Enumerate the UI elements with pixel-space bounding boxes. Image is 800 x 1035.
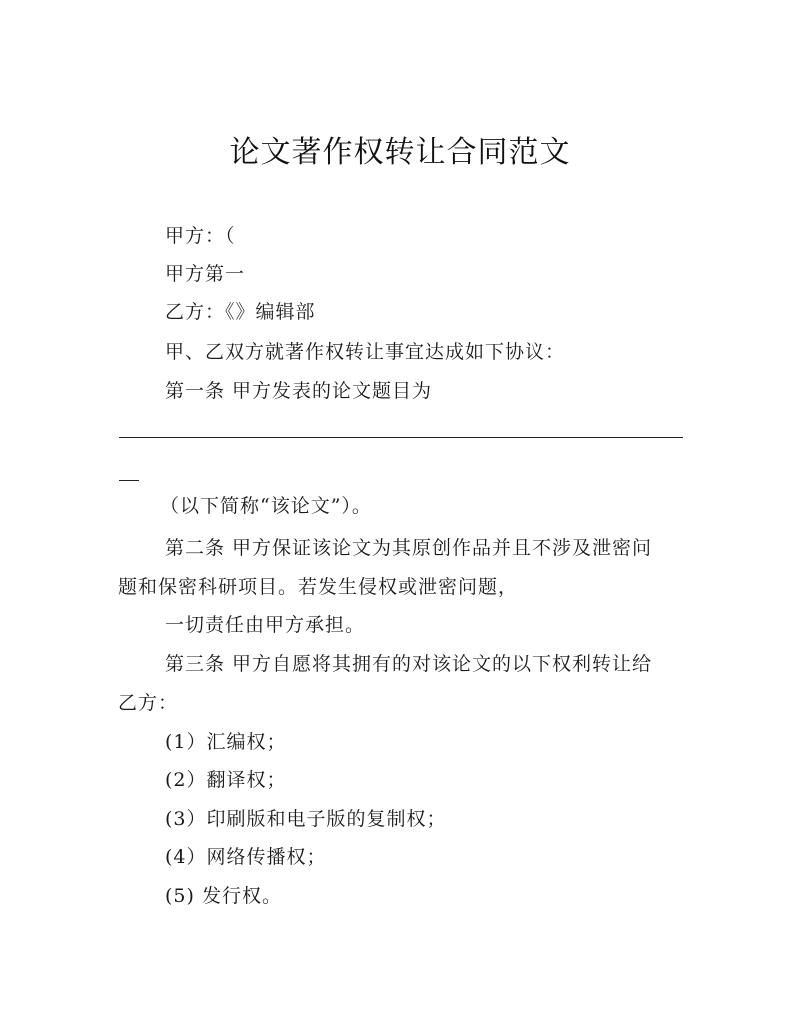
right-item-2: (2）翻译权；	[165, 769, 287, 791]
agreement-intro: 甲、乙双方就著作权转让事宜达成如下协议：	[165, 341, 566, 363]
article-1-abbreviation: （以下简称“该论文”）。	[160, 495, 372, 517]
right-item-3: (3）印刷版和电子版的复制权；	[165, 808, 447, 830]
article-2-line-1: 第二条 甲方保证该论文为其原创作品并且不涉及泄密问	[165, 537, 653, 559]
article-2-line-2: 题和保密科研项目。若发生侵权或泄密问题，	[118, 576, 519, 598]
party-b-line: 乙方：《》编辑部	[165, 301, 316, 323]
document-title: 论文著作权转让合同范文	[229, 135, 571, 170]
article-2-line-3: 一切责任由甲方承担。	[165, 614, 366, 636]
title-blank-line	[119, 437, 683, 438]
article-1-text: 第一条 甲方发表的论文题目为	[165, 380, 433, 402]
party-a-first-line: 甲方第一	[165, 263, 246, 285]
article-3-line-2: 乙方：	[118, 692, 179, 714]
party-a-line: 甲方：（	[165, 225, 236, 247]
article-3-line-1: 第三条 甲方自愿将其拥有的对该论文的以下权利转让给	[165, 653, 653, 675]
right-item-4: (4）网络传播权；	[165, 846, 327, 868]
right-item-1: (1）汇编权；	[165, 731, 287, 753]
title-blank-line-continuation	[119, 480, 139, 481]
right-item-5: (5) 发行权。	[165, 885, 282, 907]
